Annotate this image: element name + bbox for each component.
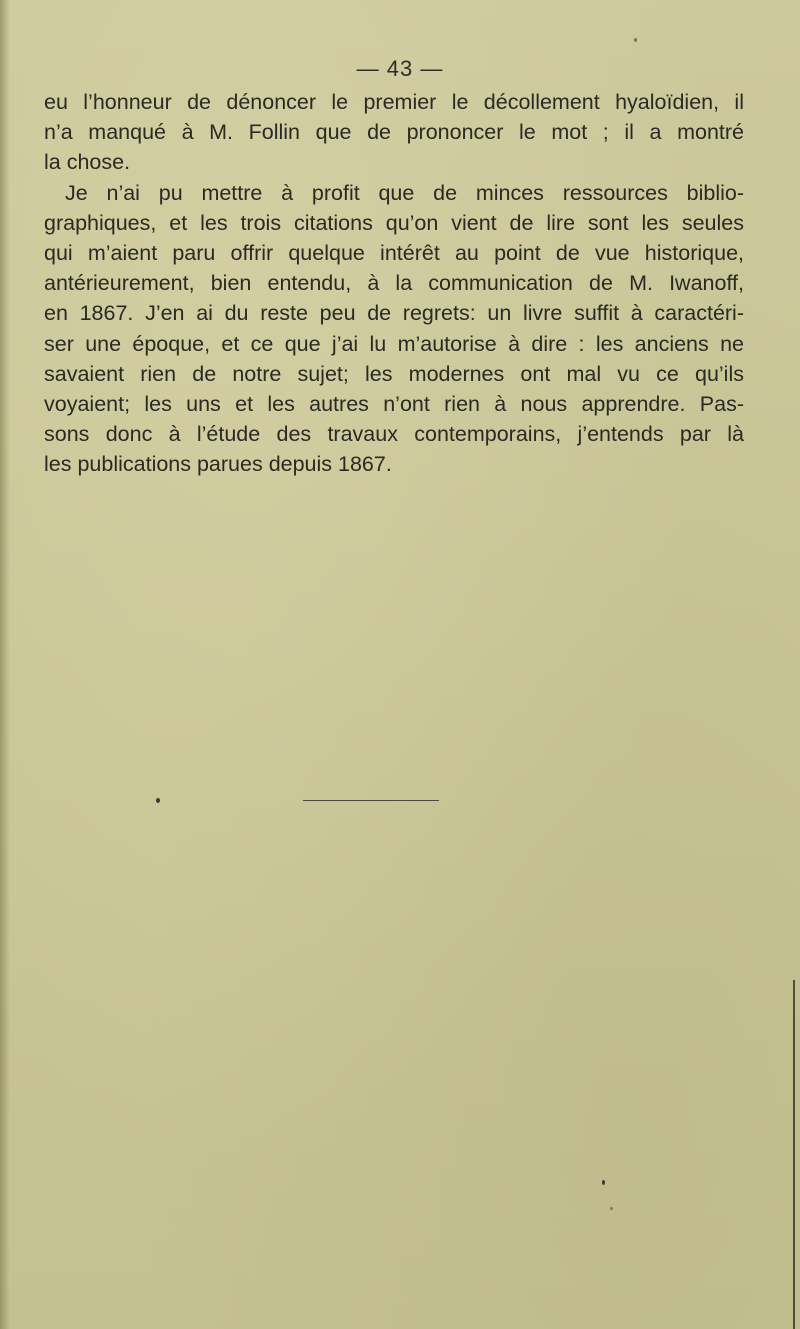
paper-speck	[602, 1180, 605, 1185]
text-line: graphiques, et les trois citations qu’on vient de lire sont les seules	[44, 210, 744, 235]
paper-speck	[156, 798, 160, 803]
text-line: la chose.	[44, 150, 131, 175]
text-line: eu l’honneur de dénoncer le premier le décollement hyaloïdien, il	[44, 90, 744, 114]
body-text	[44, 87, 744, 479]
section-divider	[303, 800, 439, 801]
text-line: voyaient; les uns et les autres n’ont rien à nous apprendre. Pas-	[44, 391, 744, 416]
text-line: savaient rien de notre sujet; les modernes ont mal vu ce qu’ils	[44, 361, 744, 386]
text-line: en 1867. J’en ai du reste peu de regrets: un livre suffit à caractéri-	[44, 301, 744, 326]
text-line: antérieurement, bien entendu, à la communication de M. Iwanoff,	[44, 271, 744, 296]
paper-speck	[610, 1207, 613, 1210]
text-line: qui m’aient paru offrir quelque intérêt au point de vue historique,	[44, 240, 744, 265]
paper-speck	[634, 38, 637, 42]
page-binding-shadow	[0, 0, 10, 1329]
page-number: — 43 —	[356, 56, 444, 81]
text-line: ser une époque, et ce que j’ai lu m’autorise à dire : les anciens ne	[44, 331, 744, 356]
text-line: sons donc à l’étude des travaux contemporains, j’entends par là	[44, 422, 744, 447]
page-edge-line	[793, 980, 795, 1329]
text-line: les publications parues depuis 1867.	[44, 452, 392, 477]
text-line: n’a manqué à M. Follin que de prononcer le mot ; il a montré	[44, 120, 744, 145]
text-line: Je n’ai pu mettre à profit que de minces ressources biblio-	[65, 180, 744, 205]
